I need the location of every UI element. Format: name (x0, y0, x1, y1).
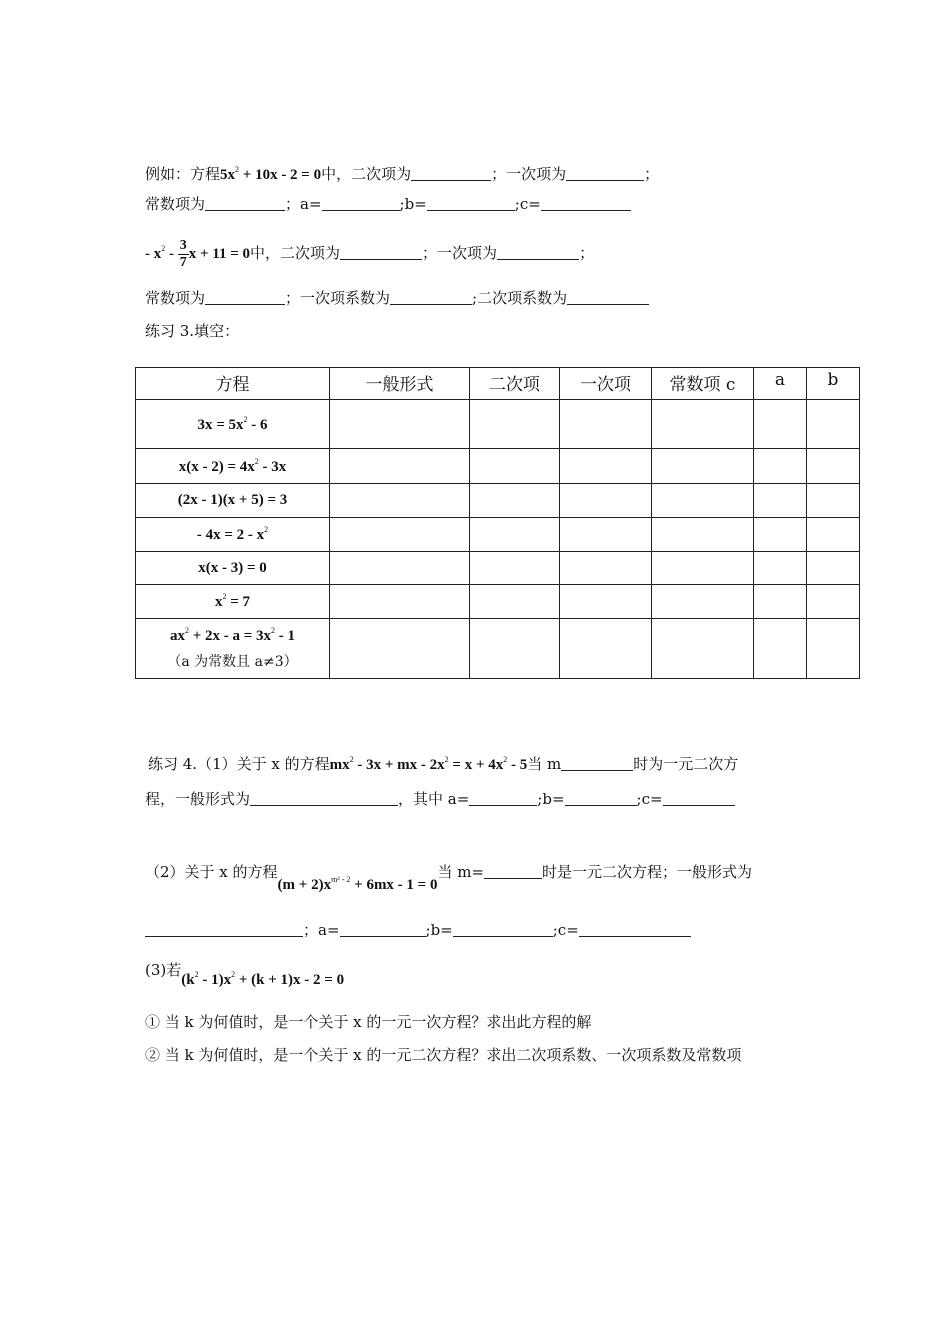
blank[interactable] (565, 790, 637, 806)
practice4-part1-line1 (148, 750, 738, 775)
label: ;b= (425, 921, 453, 939)
equation-note: （a 为常数且 a≠3） (167, 654, 298, 670)
example-mid: 中，二次项为 (321, 165, 412, 183)
example-line-2 (145, 194, 631, 214)
label: ;二次项系数为 (472, 289, 568, 307)
fraction-numerator: 3 (179, 237, 187, 253)
answer-cell[interactable] (754, 449, 807, 484)
blank[interactable] (145, 921, 303, 937)
label: 中，二次项为 (250, 244, 341, 262)
blank[interactable] (340, 244, 422, 260)
answer-cell[interactable] (754, 484, 807, 518)
table-row (136, 518, 860, 552)
label: (3)若 (145, 961, 182, 979)
practice4-part3 (145, 956, 345, 988)
answer-cell[interactable] (470, 449, 560, 484)
equation-part: + 6mx - 1 = 0 (354, 877, 438, 893)
table-row (136, 484, 860, 518)
answer-cell[interactable] (754, 518, 807, 552)
answer-cell[interactable] (807, 484, 860, 518)
label: ；a= (303, 921, 340, 939)
equation-cell: (2x - 1)(x + 5) = 3 (136, 484, 330, 518)
label: ；一次项为 (422, 244, 498, 262)
answer-cell[interactable] (652, 585, 754, 619)
answer-cell[interactable] (754, 585, 807, 619)
blank[interactable] (663, 790, 735, 806)
blank[interactable] (561, 755, 633, 771)
example-line-4 (145, 288, 649, 308)
practice4-part2-line1 (145, 858, 753, 893)
label: 练习 4.（1）关于 x 的方程 (148, 755, 330, 773)
label: 常数项为 (145, 195, 206, 213)
answer-cell[interactable] (652, 449, 754, 484)
blank[interactable] (205, 289, 285, 305)
blank[interactable] (497, 244, 579, 260)
label: ;c= (552, 921, 579, 939)
answer-cell[interactable] (560, 400, 652, 449)
label: 时为一元二次方 (633, 755, 739, 773)
table-row (136, 552, 860, 585)
table-row (136, 619, 860, 679)
answer-cell[interactable] (754, 400, 807, 449)
answer-cell[interactable] (652, 400, 754, 449)
blank[interactable] (411, 165, 491, 181)
answer-cell[interactable] (330, 400, 470, 449)
equation-cell: $3x = 5x^2 - 6$ (136, 400, 330, 449)
answer-cell[interactable] (560, 619, 652, 679)
label: 时是一元二次方程；一般形式为 (542, 863, 753, 881)
answer-cell[interactable] (652, 518, 754, 552)
blank[interactable] (541, 195, 631, 211)
answer-cell[interactable] (754, 552, 807, 585)
answer-cell[interactable] (807, 552, 860, 585)
table-row (136, 585, 860, 619)
practice4-part1-line2 (145, 789, 735, 809)
blank[interactable] (250, 790, 398, 806)
label: ;b= (399, 195, 427, 213)
header-cell: 一次项 (560, 368, 652, 400)
label: 当 m (527, 755, 562, 773)
example-equation-2-lead: - $x^2$ - (145, 244, 178, 262)
example-end: ； (644, 165, 660, 183)
header-cell: 一般形式 (330, 368, 470, 400)
answer-cell[interactable] (560, 484, 652, 518)
answer-cell[interactable] (652, 552, 754, 585)
answer-cell[interactable] (652, 484, 754, 518)
blank[interactable] (484, 863, 542, 879)
example-equation-2-tail: x + 11 = 0 (188, 246, 251, 262)
blank[interactable] (322, 195, 400, 211)
answer-cell[interactable] (807, 400, 860, 449)
blank[interactable] (579, 921, 691, 937)
blank[interactable] (427, 195, 515, 211)
example-line-3 (145, 232, 594, 271)
label: ;b= (537, 790, 565, 808)
label: （2）关于 x 的方程 (145, 863, 278, 881)
answer-cell[interactable] (754, 619, 807, 679)
equation-cell: $ax^2 + 2x - a = 3x^2 - 1$ （a 为常数且 a≠3） (136, 619, 330, 679)
answer-cell[interactable] (470, 400, 560, 449)
label: ；一次项系数为 (285, 289, 391, 307)
practice3-table (135, 367, 860, 679)
answer-cell[interactable] (560, 449, 652, 484)
blank[interactable] (390, 289, 472, 305)
label: ； (579, 244, 595, 262)
blank[interactable] (566, 165, 644, 181)
equation-cell: - $4x = 2 - x^2$ (136, 518, 330, 552)
practice4-equation-2 (278, 877, 438, 893)
answer-cell[interactable] (330, 484, 470, 518)
practice3-title: 练习 3.填空： (145, 322, 240, 340)
fraction (178, 238, 189, 271)
equation-cell: x(x - 3) = 0 (136, 552, 330, 585)
answer-cell[interactable] (330, 518, 470, 552)
label: ;c= (636, 790, 663, 808)
answer-cell[interactable] (470, 585, 560, 619)
example-prefix: 例如：方程 (145, 165, 221, 183)
blank[interactable] (205, 195, 285, 211)
table-header-row (136, 368, 860, 400)
label: 常数项为 (145, 289, 206, 307)
answer-cell[interactable] (330, 619, 470, 679)
practice4-equation-1: $mx^2 - 3x$ + mx - $2x^2 = x + 4x^2 - 5$ (329, 755, 528, 773)
equation-cell: $x(x - 2) = 4x^2 - 3x$ (136, 449, 330, 484)
header-cell: a (754, 368, 807, 400)
answer-cell[interactable] (560, 585, 652, 619)
blank[interactable] (340, 921, 426, 937)
fraction-denominator: 7 (179, 254, 187, 270)
example-equation-1: $5x^2 + 10x - 2 = 0$ (220, 165, 322, 183)
answer-cell[interactable] (470, 484, 560, 518)
answer-cell[interactable] (652, 619, 754, 679)
label: ，其中 a= (398, 790, 470, 808)
answer-cell[interactable] (560, 552, 652, 585)
label: ；a= (285, 195, 322, 213)
practice4-equation-3: $(k^2 - 1)x^2 + (k + 1)x - 2 = 0$ (181, 970, 345, 988)
answer-cell[interactable] (330, 449, 470, 484)
label: 当 m= (437, 863, 485, 881)
answer-cell[interactable] (807, 449, 860, 484)
answer-cell[interactable] (470, 619, 560, 679)
answer-cell[interactable] (330, 552, 470, 585)
answer-cell[interactable] (807, 585, 860, 619)
header-cell: 方程 (136, 368, 330, 400)
equation-cell: $x^2 = 7$ (136, 585, 330, 619)
header-cell: 常数项 c (652, 368, 754, 400)
question-2: ② 当 k 为何值时，是一个关于 x 的一元二次方程？求出二次项系数、一次项系数及常数项 (145, 1046, 742, 1064)
blank[interactable] (469, 790, 537, 806)
table-row (136, 449, 860, 484)
label: 程，一般形式为 (145, 790, 251, 808)
table-row (136, 400, 860, 449)
answer-cell[interactable] (470, 518, 560, 552)
question-1: ① 当 k 为何值时，是一个关于 x 的一元一次方程？求出此方程的解 (145, 1013, 592, 1031)
exponent: m² - 2 (331, 875, 351, 884)
answer-cell[interactable] (330, 585, 470, 619)
blank[interactable] (567, 289, 649, 305)
label: ;c= (514, 195, 541, 213)
answer-cell[interactable] (807, 518, 860, 552)
example-sep: ；一次项为 (491, 165, 567, 183)
answer-cell[interactable] (470, 552, 560, 585)
header-cell: b (807, 368, 860, 400)
blank[interactable] (453, 921, 553, 937)
practice4-part2-line2 (145, 920, 691, 940)
header-cell: 二次项 (470, 368, 560, 400)
example-line-1 (145, 160, 659, 185)
equation-part: (m + 2)x (277, 877, 332, 893)
answer-cell[interactable] (560, 518, 652, 552)
answer-cell[interactable] (807, 619, 860, 679)
